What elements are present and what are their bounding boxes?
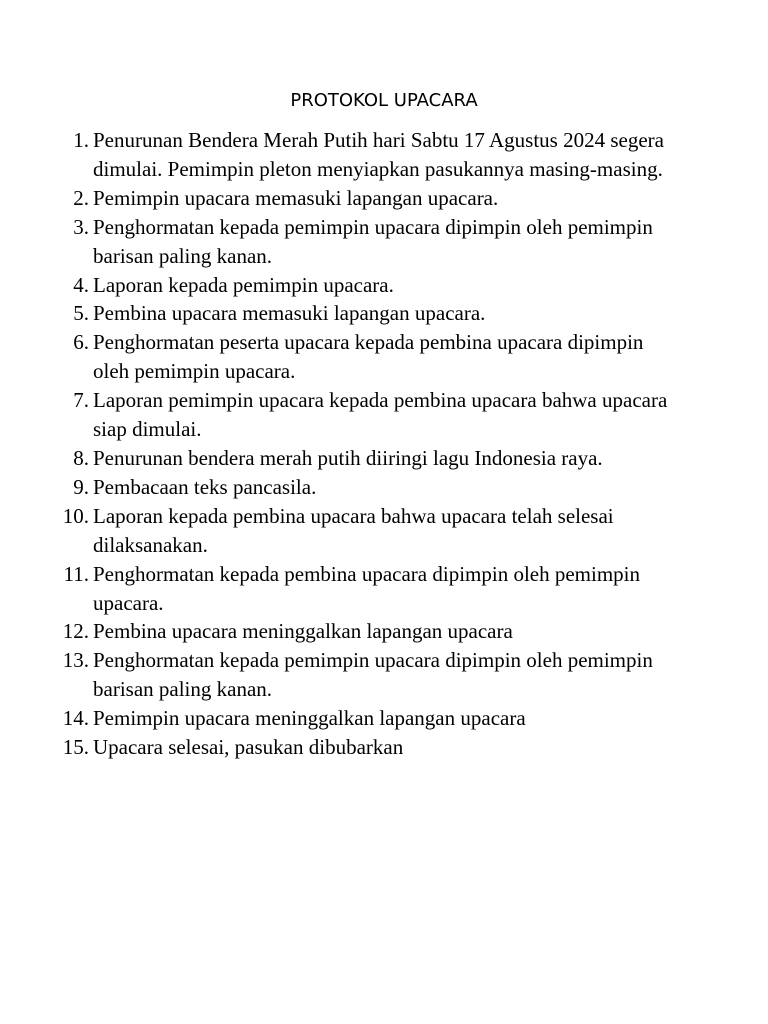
list-item-text: Laporan kepada pembina upacara bahwa upacara telah selesai dilaksanakan. [93, 503, 614, 557]
list-item-number: 12. [62, 619, 89, 644]
list-item-text: Pemimpin upacara memasuki lapangan upacara. [93, 185, 499, 210]
document-title: PROTOKOL UPACARA [290, 90, 478, 111]
list-item-number: 2. [73, 185, 89, 210]
list-item [73, 444, 683, 473]
list-item-text: Penghormatan kepada pemimpin upacara dipimpin oleh pemimpin barisan paling kanan. [93, 648, 653, 702]
list-item-number: 6. [73, 330, 89, 355]
list-item [73, 271, 683, 300]
list-item-text: Pembina upacara memasuki lapangan upacara. [93, 301, 486, 326]
list-item-text: Penurunan bendera merah putih diiringi lagu Indonesia raya. [93, 445, 603, 470]
protocol-list [62, 126, 683, 762]
list-item [62, 617, 683, 646]
list-item-text: Pembina upacara meninggalkan lapangan upacara [93, 619, 513, 644]
list-item [73, 328, 683, 386]
list-item [73, 299, 683, 328]
list-item-text: Penghormatan peserta upacara kepada pembina upacara dipimpin oleh pemimpin upacara. [93, 330, 644, 384]
list-item-number: 14. [62, 706, 89, 731]
list-item [73, 126, 683, 184]
list-item-number: 7. [73, 388, 89, 413]
list-item [73, 386, 683, 444]
list-item-number: 8. [73, 445, 89, 470]
list-item-number: 3. [73, 214, 89, 239]
list-item-text: Penghormatan kepada pembina upacara dipimpin oleh pemimpin upacara. [93, 561, 641, 615]
list-item-text: Laporan kepada pemimpin upacara. [93, 272, 394, 297]
list-item-number: 13. [62, 648, 89, 673]
list-item-number: 5. [73, 301, 89, 326]
list-item-text: Pembacaan teks pancasila. [93, 474, 317, 499]
list-item [63, 560, 683, 618]
list-item [62, 704, 683, 733]
list-item-text: Upacara selesai, pasukan dibubarkan [93, 735, 404, 760]
list-item-text: Penurunan Bendera Merah Putih hari Sabtu 17 Agustus 2024 segera dimulai. Pemimpin pleton menyiapkan pasukannya masing-masing. [93, 128, 664, 181]
list-item-text: Pemimpin upacara meninggalkan lapangan upacara [93, 706, 526, 731]
list-item [73, 184, 683, 213]
list-item-text: Penghormatan kepada pemimpin upacara dipimpin oleh pemimpin barisan paling kanan. [93, 214, 653, 268]
list-item-number: 4. [73, 272, 89, 297]
list-item-number: 10. [62, 503, 89, 528]
list-item [62, 502, 683, 560]
list-item [73, 473, 683, 502]
list-item [62, 733, 683, 762]
list-item-number: 11. [63, 561, 89, 586]
list-item [62, 646, 683, 704]
list-item-number: 1. [73, 128, 89, 152]
list-item-number: 15. [62, 735, 89, 760]
list-item-number: 9. [73, 474, 89, 499]
list-item [73, 213, 683, 271]
list-item-text: Laporan pemimpin upacara kepada pembina upacara bahwa upacara siap dimulai. [93, 388, 668, 442]
